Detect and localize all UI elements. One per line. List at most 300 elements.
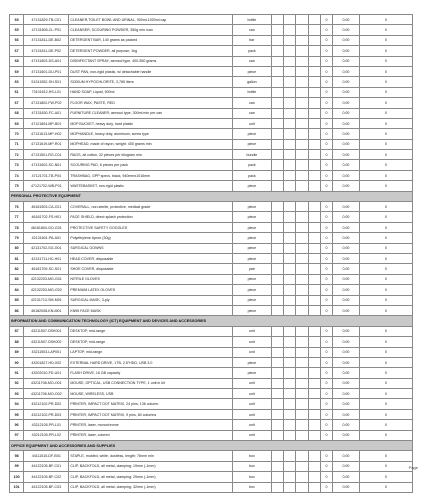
blank-cell: [308, 202, 320, 212]
item-code-cell: 43212105-PR-L01: [24, 420, 69, 430]
price-cell: 0.00: [333, 139, 360, 149]
price-cell: 0.00: [333, 285, 360, 295]
item-description-cell: SURGICAL GOWNS: [69, 243, 233, 253]
total-cell: 0: [359, 56, 412, 66]
blank-cell: [271, 150, 283, 160]
table-row: [10, 285, 413, 295]
item-code-cell: 44111515-DF-B01: [24, 451, 69, 461]
item-number-cell: 96: [10, 420, 24, 430]
table-row: [10, 108, 413, 118]
blank-cell: [296, 409, 308, 419]
item-description-cell: FLOOR WAX, PASTE, RED: [69, 98, 233, 108]
price-cell: 0.00: [333, 430, 360, 440]
item-description-cell: MOPHEAD, made of rayon, weight: 400 grams min: [69, 139, 233, 149]
item-number-cell: 69: [10, 15, 24, 25]
blank-cell: [308, 389, 320, 399]
blank-cell: [308, 139, 320, 149]
blank-cell: [296, 98, 308, 108]
table-row: [10, 326, 413, 336]
item-code-cell: 43211503-LAP001: [24, 347, 69, 357]
unit-cell: can: [232, 25, 271, 35]
blank-cell: [271, 118, 283, 128]
item-code-cell: 43212102-PR-D02: [24, 399, 69, 409]
price-cell: 0.00: [333, 98, 360, 108]
blank-cell: [271, 482, 283, 492]
unit-cell: piece: [232, 233, 271, 243]
blank-cell: [271, 233, 283, 243]
blank-cell: [284, 264, 296, 274]
table-row: [10, 357, 413, 367]
quantity-cell: 0: [320, 337, 332, 347]
blank-cell: [271, 472, 283, 482]
price-cell: 0.00: [333, 253, 360, 263]
unit-cell: bottle: [232, 15, 271, 25]
blank-cell: [271, 295, 283, 305]
price-cell: 0.00: [333, 357, 360, 367]
blank-cell: [296, 233, 308, 243]
blank-cell: [284, 472, 296, 482]
blank-cell: [284, 15, 296, 25]
blank-cell: [271, 264, 283, 274]
quantity-cell: 0: [320, 98, 332, 108]
item-number-cell: 75: [10, 181, 24, 191]
item-number-cell: 70: [10, 129, 24, 139]
blank-cell: [284, 461, 296, 471]
price-cell: 0.00: [333, 118, 360, 128]
price-cell: 0.00: [333, 15, 360, 25]
total-cell: 0: [359, 378, 412, 388]
price-cell: 0.00: [333, 347, 360, 357]
blank-cell: [284, 118, 296, 128]
table-row: [10, 35, 413, 45]
unit-cell: pack: [232, 160, 271, 170]
quantity-cell: 0: [320, 274, 332, 284]
blank-cell: [271, 368, 283, 378]
blank-cell: [271, 243, 283, 253]
blank-cell: [308, 482, 320, 492]
blank-cell: [296, 420, 308, 430]
item-description-cell: CLIP, BACKFOLD, all metal, clamping: 25mm (-1mm): [69, 472, 233, 482]
total-cell: 0: [359, 118, 412, 128]
item-code-cell: 46181804-GO-G01: [24, 222, 69, 232]
quantity-cell: 0: [320, 326, 332, 336]
price-cell: 0.00: [333, 202, 360, 212]
blank-cell: [308, 409, 320, 419]
blank-cell: [296, 368, 308, 378]
blank-cell: [271, 420, 283, 430]
price-cell: 0.00: [333, 378, 360, 388]
item-description-cell: SURGICAL MASK, 3-ply: [69, 295, 233, 305]
total-cell: 0: [359, 285, 412, 295]
item-code-cell: 47131802-FW-P02: [24, 98, 69, 108]
item-number-cell: 101: [10, 482, 24, 492]
total-cell: 0: [359, 233, 412, 243]
unit-cell: unit: [232, 420, 271, 430]
item-description-cell: EXTERNAL HARD DRIVE, 1TB, 2.5"HDD, USB 3.0: [69, 357, 233, 367]
unit-cell: piece: [232, 305, 271, 315]
item-description-cell: HAND SOAP, Liquid, 500ml: [69, 87, 233, 97]
table-row: [10, 389, 413, 399]
blank-cell: [308, 15, 320, 25]
price-cell: 0.00: [333, 337, 360, 347]
blank-cell: [308, 150, 320, 160]
total-cell: 0: [359, 25, 412, 35]
item-code-cell: 47131501-RG-C01: [24, 150, 69, 160]
price-cell: 0.00: [333, 233, 360, 243]
price-cell: 0.00: [333, 326, 360, 336]
table-row: [10, 461, 413, 471]
price-cell: 0.00: [333, 77, 360, 87]
blank-cell: [308, 368, 320, 378]
unit-cell: can: [232, 108, 271, 118]
item-number-cell: 73: [10, 160, 24, 170]
quantity-cell: 0: [320, 264, 332, 274]
page-label: Page: [408, 465, 418, 470]
blank-cell: [284, 77, 296, 87]
price-cell: 0.00: [333, 461, 360, 471]
blank-cell: [296, 202, 308, 212]
table-row: [10, 170, 413, 180]
blank-cell: [308, 170, 320, 180]
item-number-cell: 79: [10, 233, 24, 243]
blank-cell: [284, 212, 296, 222]
item-description-cell: FLASH DRIVE, 16 GB capacity: [69, 368, 233, 378]
total-cell: 0: [359, 108, 412, 118]
total-cell: 0: [359, 222, 412, 232]
quantity-cell: 0: [320, 295, 332, 305]
blank-cell: [308, 222, 320, 232]
quantity-cell: 0: [320, 212, 332, 222]
blank-cell: [308, 326, 320, 336]
item-code-cell: 46181702-FS-H01: [24, 212, 69, 222]
unit-cell: can: [232, 98, 271, 108]
item-description-cell: PREMIUM LATEX GLOVES: [69, 285, 233, 295]
price-cell: 0.00: [333, 212, 360, 222]
unit-cell: piece: [232, 66, 271, 76]
quantity-cell: 0: [320, 461, 332, 471]
blank-cell: [284, 482, 296, 492]
table-row: [10, 253, 413, 263]
item-code-cell: 44122105-BF-C02: [24, 472, 69, 482]
total-cell: 0: [359, 461, 412, 471]
blank-cell: [271, 285, 283, 295]
quantity-cell: 0: [320, 420, 332, 430]
blank-cell: [284, 66, 296, 76]
blank-cell: [284, 295, 296, 305]
unit-cell: unit: [232, 326, 271, 336]
item-description-cell: COVERALL, non-sterile, protective, medical grade: [69, 202, 233, 212]
total-cell: 0: [359, 35, 412, 45]
item-number-cell: 68: [10, 56, 24, 66]
total-cell: 0: [359, 212, 412, 222]
blank-cell: [308, 77, 320, 87]
item-code-cell: 47131601-DU-P01: [24, 66, 69, 76]
blank-cell: [284, 108, 296, 118]
quantity-cell: 0: [320, 77, 332, 87]
price-cell: 0.00: [333, 472, 360, 482]
blank-cell: [308, 295, 320, 305]
item-code-cell: 43211507-DSK002: [24, 337, 69, 347]
price-cell: 0.00: [333, 243, 360, 253]
blank-cell: [284, 170, 296, 180]
price-cell: 0.00: [333, 25, 360, 35]
item-description-cell: TRASHBAG, GPP specs, black, 940mmx1016mm: [69, 170, 233, 180]
unit-cell: piece: [232, 357, 271, 367]
item-description-cell: PRINTER, laser, monochrome: [69, 420, 233, 430]
item-number-cell: 83: [10, 274, 24, 284]
item-description-cell: CLEANSER, SCOURING POWDER, 350g min./can: [69, 25, 233, 35]
item-description-cell: DESKTOP, mid-range: [69, 326, 233, 336]
item-code-cell: 47131613-MP-H02: [24, 129, 69, 139]
blank-cell: [271, 337, 283, 347]
blank-cell: [296, 461, 308, 471]
table-row: [10, 337, 413, 347]
blank-cell: [284, 46, 296, 56]
item-number-cell: 92: [10, 378, 24, 388]
blank-cell: [308, 87, 320, 97]
blank-cell: [296, 212, 308, 222]
quantity-cell: 0: [320, 56, 332, 66]
blank-cell: [296, 285, 308, 295]
unit-cell: piece: [232, 368, 271, 378]
blank-cell: [271, 129, 283, 139]
blank-cell: [296, 430, 308, 440]
blank-cell: [308, 160, 320, 170]
item-description-cell: DISINFECTANT SPRAY, aerosol type, 400-550 grams: [69, 56, 233, 66]
price-cell: 0.00: [333, 108, 360, 118]
item-number-cell: 76: [10, 202, 24, 212]
unit-cell: unit: [232, 399, 271, 409]
quantity-cell: 0: [320, 35, 332, 45]
table-row: [10, 409, 413, 419]
quantity-cell: 0: [320, 389, 332, 399]
blank-cell: [296, 389, 308, 399]
item-description-cell: STAPLE, molded, white, dustless, length: 76mm min: [69, 451, 233, 461]
blank-cell: [271, 389, 283, 399]
price-cell: 0.00: [333, 482, 360, 492]
table-row: [10, 66, 413, 76]
blank-cell: [296, 77, 308, 87]
blank-cell: [271, 15, 283, 25]
total-cell: 0: [359, 46, 412, 56]
total-cell: 0: [359, 274, 412, 284]
item-code-cell: 42132203-MG-G01: [24, 274, 69, 284]
quantity-cell: 0: [320, 409, 332, 419]
item-description-cell: PRINTER, laser, colored: [69, 430, 233, 440]
item-number-cell: 95: [10, 409, 24, 419]
section-header-row: [10, 191, 413, 201]
blank-cell: [284, 326, 296, 336]
blank-cell: [271, 430, 283, 440]
blank-cell: [296, 326, 308, 336]
item-description-cell: MOUSE, WIRELESS, USB: [69, 389, 233, 399]
item-code-cell: 47131830-FC-A01: [24, 108, 69, 118]
blank-cell: [271, 305, 283, 315]
blank-cell: [296, 399, 308, 409]
blank-cell: [271, 326, 283, 336]
table-row: [10, 181, 413, 191]
quantity-cell: 0: [320, 170, 332, 180]
quantity-cell: 0: [320, 108, 332, 118]
section-header-row: [10, 316, 413, 326]
blank-cell: [308, 305, 320, 315]
blank-cell: [284, 409, 296, 419]
blank-cell: [296, 25, 308, 35]
total-cell: 0: [359, 389, 412, 399]
table-row: [10, 472, 413, 482]
item-code-cell: 47131811-DE-P02: [24, 46, 69, 56]
item-code-cell: 42131711-HC-H01: [24, 253, 69, 263]
item-code-cell: 44122105-BF-C03: [24, 482, 69, 492]
total-cell: 0: [359, 409, 412, 419]
price-cell: 0.00: [333, 129, 360, 139]
total-cell: 0: [359, 368, 412, 378]
blank-cell: [296, 181, 308, 191]
item-number-cell: 72: [10, 150, 24, 160]
blank-cell: [284, 347, 296, 357]
table-row: [10, 77, 413, 87]
blank-cell: [284, 378, 296, 388]
blank-cell: [296, 295, 308, 305]
quantity-cell: 0: [320, 233, 332, 243]
quantity-cell: 0: [320, 202, 332, 212]
item-number-cell: 69: [10, 118, 24, 128]
blank-cell: [271, 222, 283, 232]
blank-cell: [271, 139, 283, 149]
blank-cell: [296, 472, 308, 482]
item-code-cell: 43211708-MO-O02: [24, 389, 69, 399]
blank-cell: [271, 212, 283, 222]
blank-cell: [308, 378, 320, 388]
item-number-cell: 67: [10, 46, 24, 56]
price-cell: 0.00: [333, 274, 360, 284]
blank-cell: [284, 139, 296, 149]
blank-cell: [284, 274, 296, 284]
item-code-cell: 46181709-SC-S01: [24, 264, 69, 274]
blank-cell: [296, 56, 308, 66]
price-cell: 0.00: [333, 420, 360, 430]
item-number-cell: 93: [10, 389, 24, 399]
blank-cell: [284, 357, 296, 367]
price-cell: 0.00: [333, 181, 360, 191]
blank-cell: [308, 451, 320, 461]
total-cell: 0: [359, 170, 412, 180]
blank-cell: [284, 25, 296, 35]
unit-cell: piece: [232, 285, 271, 295]
quantity-cell: 0: [320, 451, 332, 461]
unit-cell: box: [232, 451, 271, 461]
blank-cell: [296, 66, 308, 76]
item-description-cell: DESKTOP, mid-range: [69, 337, 233, 347]
quantity-cell: 0: [320, 253, 332, 263]
blank-cell: [271, 25, 283, 35]
item-number-cell: 74: [10, 170, 24, 180]
total-cell: 0: [359, 430, 412, 440]
blank-cell: [284, 399, 296, 409]
item-number-cell: 67: [10, 98, 24, 108]
section-header-label: OFFICE EQUIPMENT AND ACCESSORIES AND SUPPLIES: [10, 441, 413, 451]
quantity-cell: 0: [320, 46, 332, 56]
item-description-cell: CLIP, BACKFOLD, all metal, clamping: 32mm (-1mm): [69, 482, 233, 492]
quantity-cell: 0: [320, 160, 332, 170]
blank-cell: [296, 139, 308, 149]
item-description-cell: Polyethylene Apron (30g): [69, 233, 233, 243]
blank-cell: [308, 264, 320, 274]
table-row: [10, 233, 413, 243]
unit-cell: bundle: [232, 150, 271, 160]
quantity-cell: 0: [320, 25, 332, 35]
item-number-cell: 77: [10, 212, 24, 222]
blank-cell: [308, 56, 320, 66]
price-cell: 0.00: [333, 305, 360, 315]
item-code-cell: 47121701-TB-P04: [24, 170, 69, 180]
blank-cell: [271, 253, 283, 263]
item-code-cell: 43201827-HD-X02: [24, 357, 69, 367]
blank-cell: [296, 222, 308, 232]
item-number-cell: 66: [10, 35, 24, 45]
blank-cell: [308, 181, 320, 191]
blank-cell: [308, 430, 320, 440]
item-description-cell: NITRILE GLOVES: [69, 274, 233, 284]
blank-cell: [271, 378, 283, 388]
price-cell: 0.00: [333, 46, 360, 56]
item-description-cell: MOPHANDLE, heavy duty, aluminum, screw type: [69, 129, 233, 139]
table-row: [10, 399, 413, 409]
item-number-cell: 61: [10, 87, 24, 97]
table-row: [10, 150, 413, 160]
blank-cell: [296, 451, 308, 461]
table-row: [10, 202, 413, 212]
quantity-cell: 0: [320, 150, 332, 160]
blank-cell: [271, 409, 283, 419]
unit-cell: box: [232, 461, 271, 471]
blank-cell: [284, 253, 296, 263]
blank-cell: [271, 399, 283, 409]
item-code-cell: 42131702-SG-G01: [24, 243, 69, 253]
total-cell: 0: [359, 243, 412, 253]
unit-cell: unit: [232, 378, 271, 388]
blank-cell: [296, 160, 308, 170]
blank-cell: [284, 420, 296, 430]
table-row: [10, 15, 413, 25]
price-cell: 0.00: [333, 399, 360, 409]
item-number-cell: 82: [10, 264, 24, 274]
blank-cell: [284, 337, 296, 347]
blank-cell: [296, 347, 308, 357]
blank-cell: [308, 274, 320, 284]
blank-cell: [296, 253, 308, 263]
unit-cell: unit: [232, 389, 271, 399]
total-cell: 0: [359, 420, 412, 430]
table-row: [10, 368, 413, 378]
blank-cell: [271, 170, 283, 180]
price-cell: 0.00: [333, 56, 360, 66]
blank-cell: [296, 87, 308, 97]
quantity-cell: 0: [320, 15, 332, 25]
item-code-cell: 46182008-KN-M01: [24, 305, 69, 315]
item-number-cell: 80: [10, 243, 24, 253]
blank-cell: [308, 98, 320, 108]
unit-cell: unit: [232, 347, 271, 357]
blank-cell: [284, 35, 296, 45]
blank-cell: [308, 357, 320, 367]
price-list-table: [9, 14, 413, 493]
quantity-cell: 0: [320, 368, 332, 378]
total-cell: 0: [359, 139, 412, 149]
blank-cell: [271, 274, 283, 284]
table-row: [10, 305, 413, 315]
total-cell: 0: [359, 482, 412, 492]
